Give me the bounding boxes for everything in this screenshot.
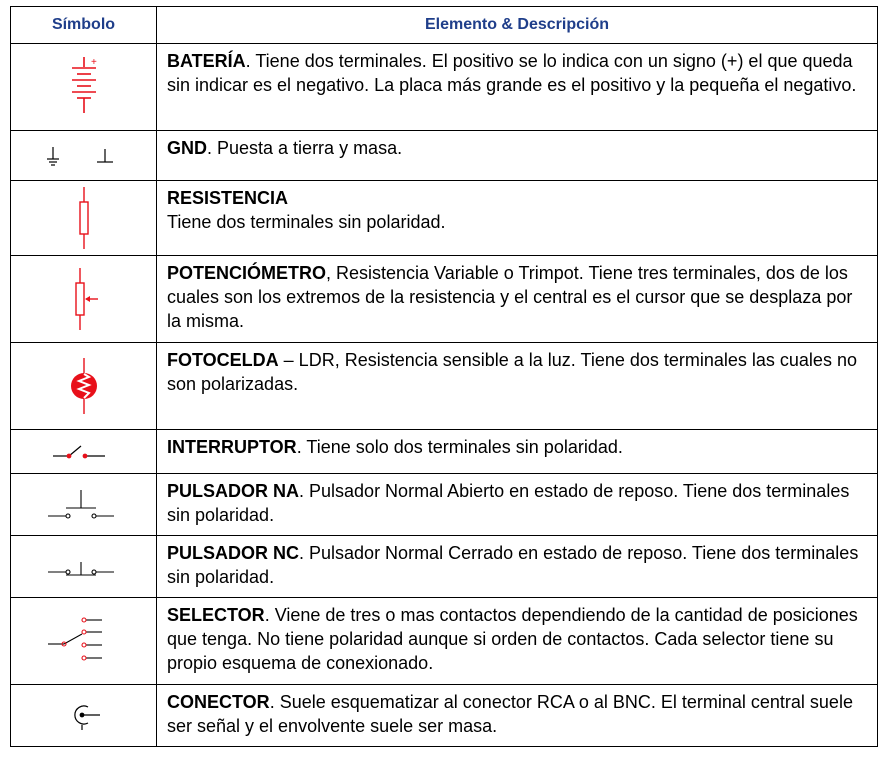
element-description: . Pulsador Normal Cerrado en estado de reposo. Tiene dos terminales sin polaridad. — [167, 543, 859, 587]
element-description: . Tiene dos terminales. El positivo se lo indica con un signo (+) el que queda sin indicar es el negativo. La placa más grande es el positivo y la pequeña el negativo. — [167, 51, 857, 95]
element-description: . Pulsador Normal Abierto en estado de reposo. Tiene dos terminales sin polaridad. — [167, 481, 850, 525]
element-description: – LDR, Resistencia sensible a la luz. Tiene dos terminales las cuales no son polarizadas. — [167, 350, 857, 394]
potentiometer-symbol-icon — [64, 266, 104, 332]
table-row — [11, 598, 878, 685]
element-name: PULSADOR NC — [167, 543, 300, 563]
element-description: . Suele esquematizar al conector RCA o al BNC. El terminal central suele ser señal y el envolvente suele ser masa. — [167, 692, 853, 736]
table-row — [11, 685, 878, 747]
push-button-nc-symbol-icon — [44, 552, 124, 582]
table-row — [11, 181, 878, 256]
element-name: RESISTENCIA — [167, 188, 289, 208]
element-name: SELECTOR — [167, 605, 265, 625]
table-row — [11, 536, 878, 598]
photocell-symbol-icon — [64, 356, 104, 416]
switch-symbol-icon — [49, 442, 119, 462]
element-name: FOTOCELDA — [167, 350, 279, 370]
element-name: GND — [167, 138, 207, 158]
ground-symbol-icon — [39, 144, 129, 168]
element-description: Tiene dos terminales sin polaridad. — [167, 212, 446, 232]
element-name: INTERRUPTOR — [167, 437, 297, 457]
table-row — [11, 474, 878, 536]
element-name: PULSADOR NA — [167, 481, 300, 501]
table-row — [11, 44, 878, 131]
selector-symbol-icon — [44, 614, 124, 668]
symbols-table — [10, 6, 878, 747]
table-row — [11, 131, 878, 181]
element-description: . Viene de tres o mas contactos dependiendo de la cantidad de posiciones que tenga. No tiene polaridad aunque si orden de contactos. Cada selector tiene su propio esquema de conexionado. — [167, 605, 858, 673]
table-row — [11, 256, 878, 343]
element-description: , Resistencia Variable o Trimpot. Tiene tres terminales, dos de los cuales son los extremos de la resistencia y el central es el cursor que se desplaza por la misma. — [167, 263, 853, 331]
battery-symbol-icon — [64, 55, 104, 119]
table-header-row — [11, 7, 878, 44]
resistor-symbol-icon — [74, 185, 94, 251]
element-name: BATERÍA — [167, 51, 246, 71]
element-name: CONECTOR — [167, 692, 270, 712]
header-element-description: Elemento & Descripción — [157, 7, 878, 44]
push-button-no-symbol-icon — [44, 488, 124, 522]
table-row — [11, 430, 878, 474]
table-row — [11, 343, 878, 430]
element-description: . Tiene solo dos terminales sin polaridad. — [296, 437, 623, 457]
header-symbol: Símbolo — [11, 7, 157, 44]
connector-symbol-icon — [64, 701, 104, 731]
battery-plus-sign: + — [90, 57, 97, 68]
element-description: . Puesta a tierra y masa. — [207, 138, 403, 158]
element-name: POTENCIÓMETRO — [167, 263, 327, 283]
